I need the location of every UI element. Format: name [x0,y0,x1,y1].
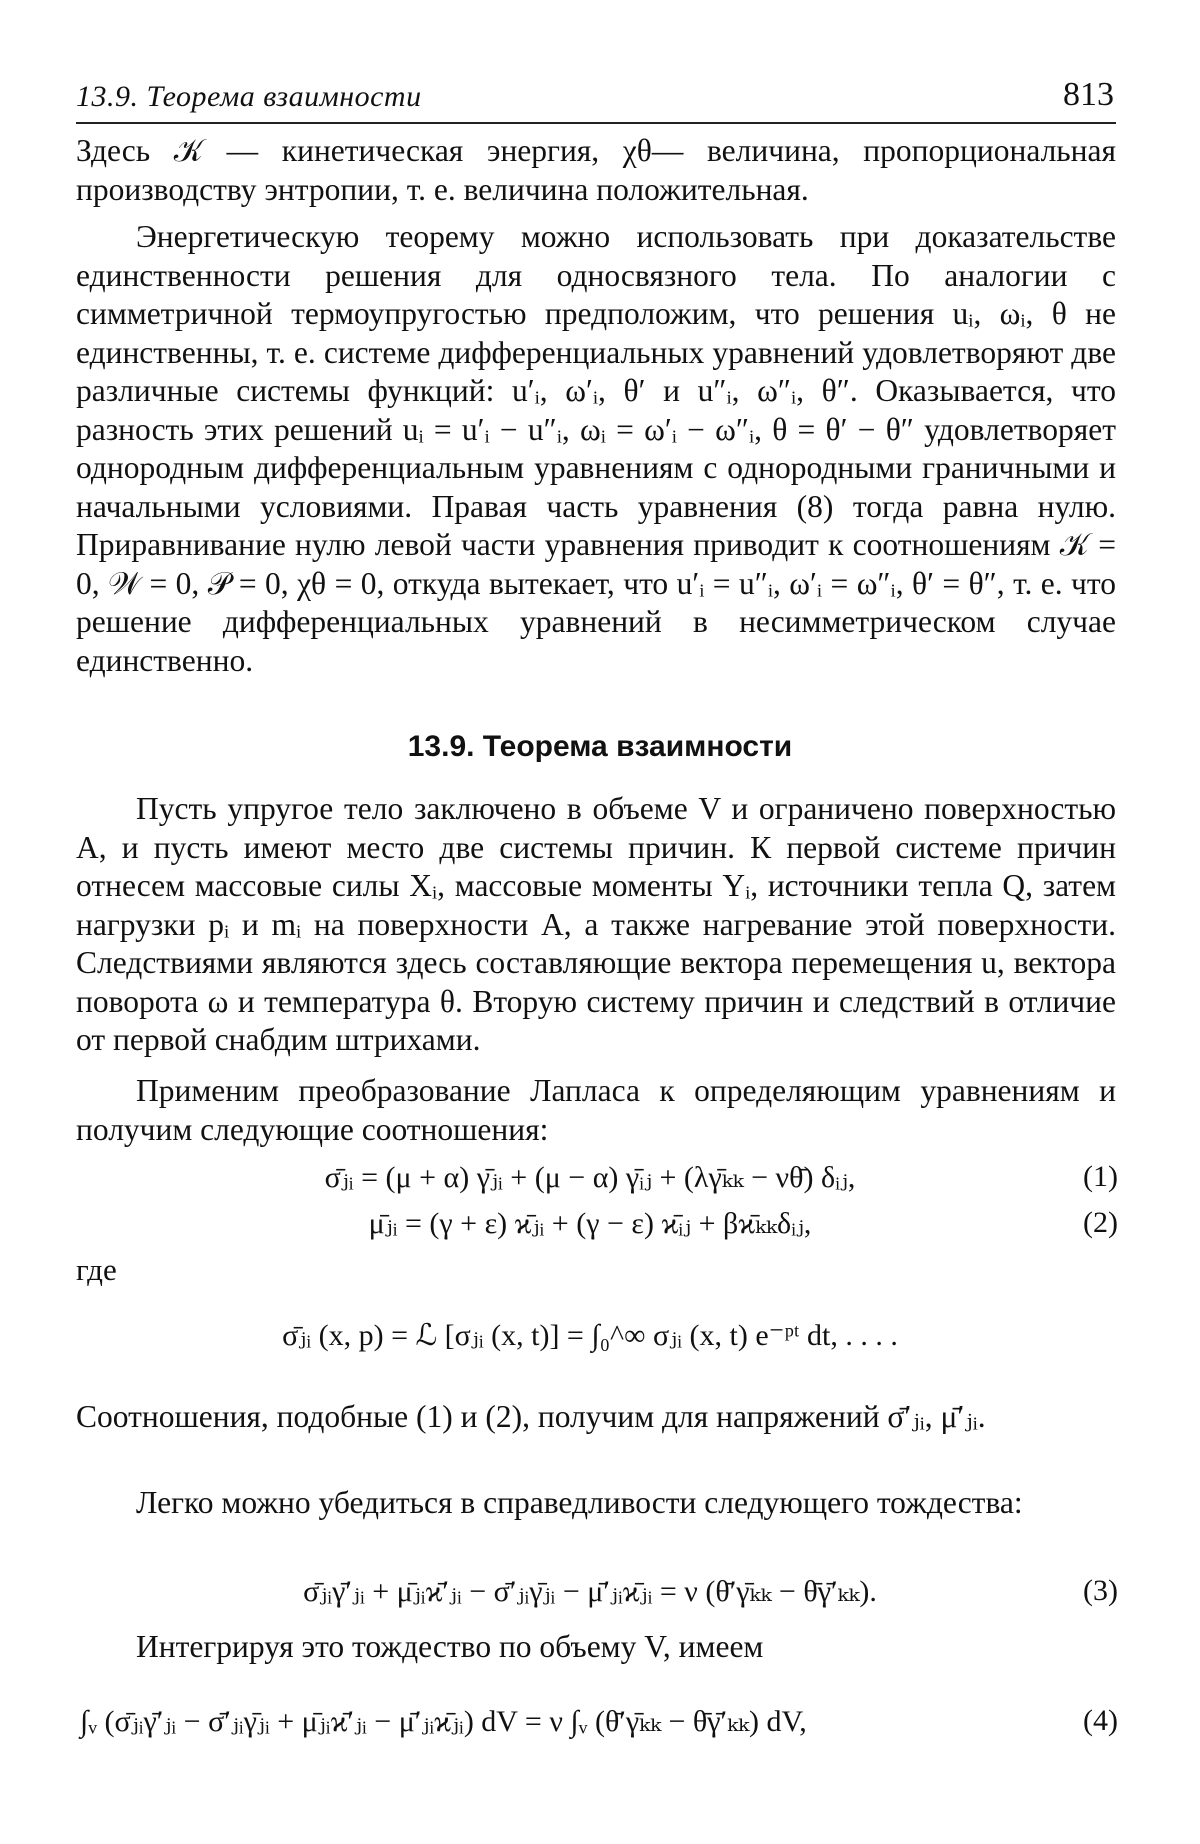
equation-4: ∫ᵥ (σ̄ⱼᵢγ̄′ⱼᵢ − σ̄′ⱼᵢγ̄ⱼᵢ + μ̄ⱼᵢϰ̄′ⱼᵢ − μ̄′ⱼᵢϰ̄ⱼᵢ) dV = ν ∫ᵥ (θ̄′γ̄ₖₖ − θ̄γ̄′ₖₖ) dV, [80,1705,807,1738]
equation-3: σ̄ⱼᵢγ̄′ⱼᵢ + μ̄ⱼᵢϰ̄′ⱼᵢ − σ̄′ⱼᵢγ̄ⱼᵢ − μ̄′ⱼᵢϰ̄ⱼᵢ = ν (θ̄′γ̄ₖₖ − θ̄γ̄′ₖₖ). [303,1575,877,1608]
equation-1-number: (1) [1083,1160,1118,1193]
running-title: 13.9. Теорема взаимности [76,80,422,113]
section-heading: 13.9. Теорема взаимности [407,730,793,763]
page-number: 813 [1063,76,1114,113]
paragraph-laplace: Применим преобразование Лапласа к определяющим уравнениям и получим следующие соотношения: [76,1073,1116,1147]
paragraph-reciprocity-setup: Пусть упругое тело заключено в объеме V и ограничено поверхностью A, и пусть имеют место две системы причин. К первой системе причин отнесем массовые силы Xᵢ, массовые моменты Yᵢ, источники тепла Q, затем нагрузки pᵢ и mᵢ на поверхности A, а также нагревание этой поверхности. Следствиями являются здесь составляющие вектора перемещения u, вектора поворота ω и температура θ. Вторую систему причин и следствий в отличие от первой снабдим штрихами. [76,791,1116,1057]
equation-laplace: σ̄ⱼᵢ (x, p) = ℒ [σⱼᵢ (x, t)] = ∫₀^∞ σⱼᵢ (x, t) e⁻ᵖᵗ dt, . . . . [282,1319,898,1352]
paragraph-identity: Легко можно убедиться в справедливости следующего тождества: [136,1485,1023,1520]
equation-4-number: (4) [1083,1704,1118,1737]
paragraph-kinetic-energy: Здесь 𝒦 — кинетическая энергия, χθ— величина, пропорциональная производству энтропии, т. е. величина положительная. [76,133,1116,207]
paragraph-integrating: Интегрируя это тождество по объему V, имеем [136,1629,764,1664]
page-header [76,72,1116,124]
paragraph-uniqueness: Энергетическую теорему можно использовать при доказательстве единственности решения для односвязного тела. По аналогии с симметричной термоупругостью предположим, что решения uᵢ, ωᵢ, θ не единственны, т. е. системе дифференциальных уравнений удовлетворяют две различные системы функций: u′ᵢ, ω′ᵢ, θ′ и u″ᵢ, ω″ᵢ, θ″. Оказывается, что разность этих решений uᵢ = u′ᵢ − u″ᵢ, ωᵢ = ω′ᵢ − ω″ᵢ, θ = θ′ − θ″ удовлетворяет однородным дифференциальным уравнениям с однородными граничными и начальными условиями. Правая часть уравнения (8) тогда равна нулю. Приравнивание нулю левой части уравнения приводит к соотношениям 𝒦 = 0, 𝒲 = 0, 𝒫 = 0, χθ = 0, откуда вытекает, что u′ᵢ = u″ᵢ, ω′ᵢ = ω″ᵢ, θ′ = θ″, т. е. что решение дифференциальных уравнений в несимметрическом случае единственно. [76,219,1116,678]
equation-3-number: (3) [1083,1574,1118,1607]
paragraph-similar-relations: Соотношения, подобные (1) и (2), получим для напряжений σ̄′ⱼᵢ, μ̄′ⱼᵢ. [76,1399,986,1434]
label-where: где [76,1252,117,1287]
equation-2: μ̄ⱼᵢ = (γ + ε) ϰ̄ⱼᵢ + (γ − ε) ϰ̄ᵢⱼ + βϰ̄ₖₖδᵢⱼ, [368,1207,812,1240]
equation-2-number: (2) [1083,1206,1118,1239]
equation-1: σ̄ⱼᵢ = (μ + α) γ̄ⱼᵢ + (μ − α) γ̄ᵢⱼ + (λγ̄ₖₖ − νθ̄) δᵢⱼ, [324,1161,856,1194]
